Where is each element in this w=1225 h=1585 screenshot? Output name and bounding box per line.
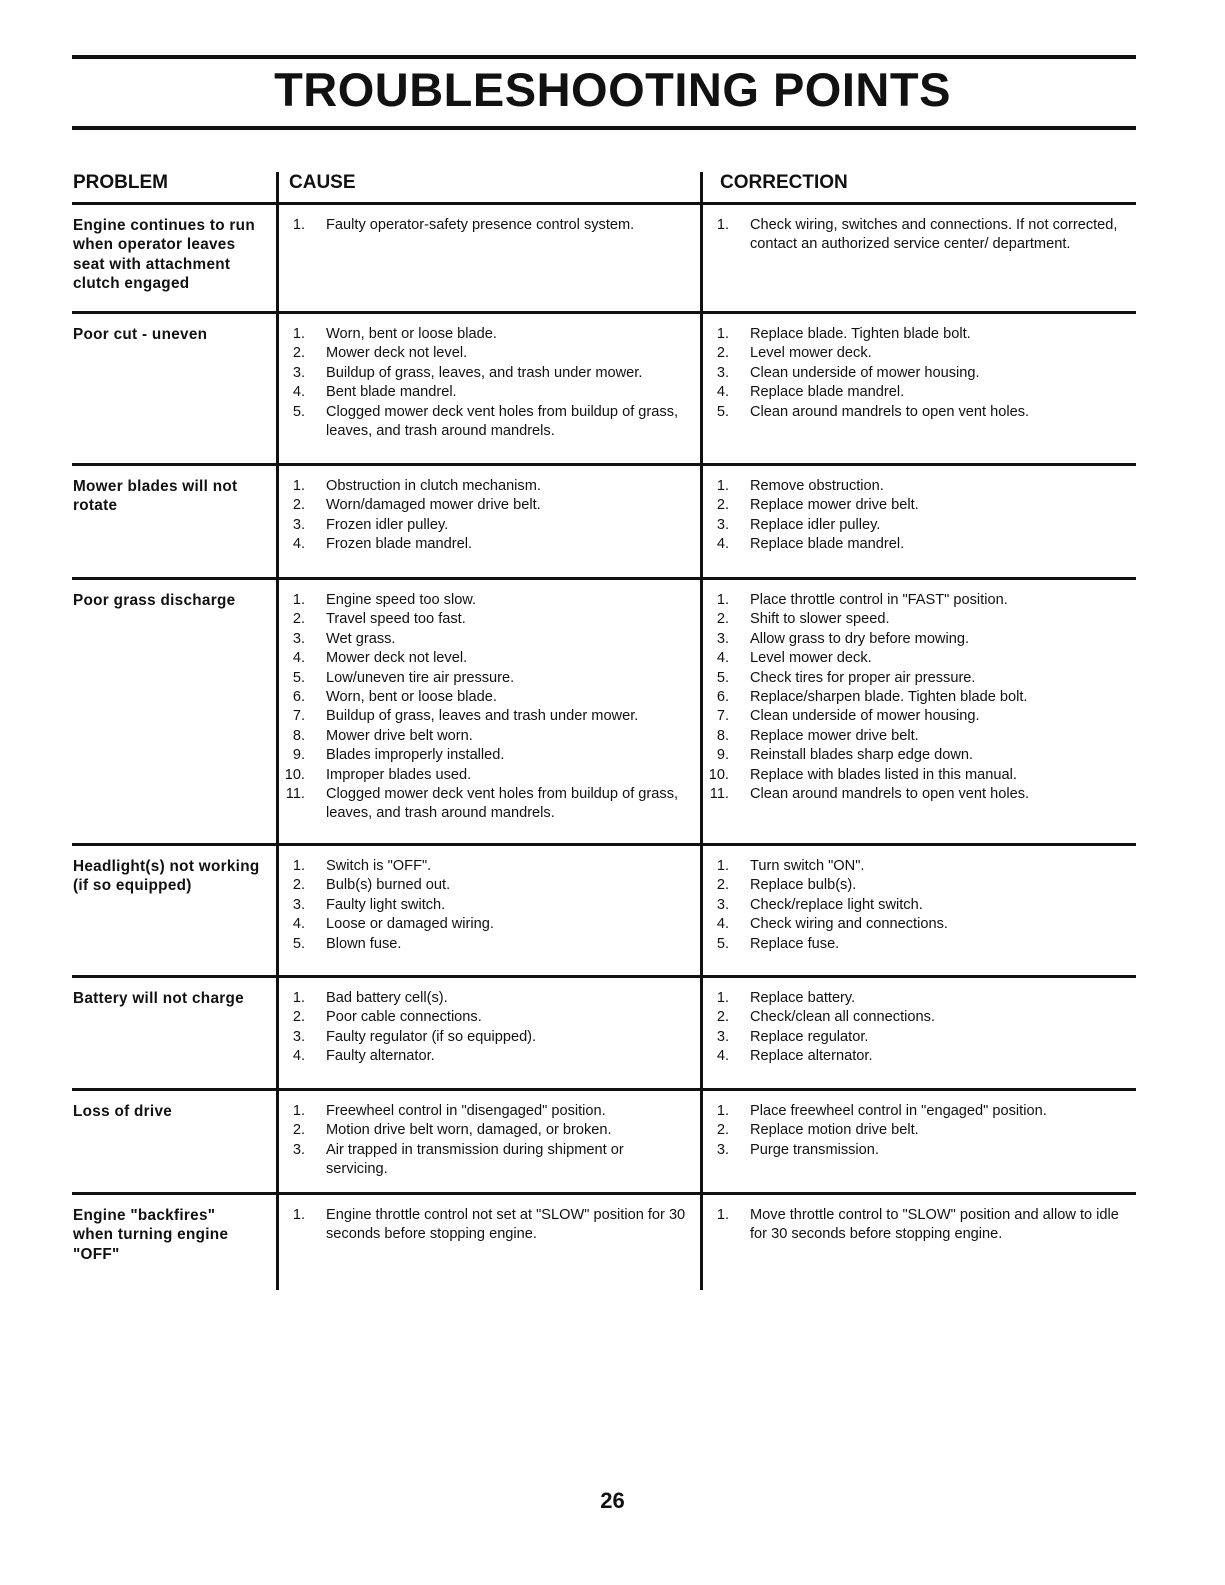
item-text: Check wiring and connections. (750, 916, 948, 933)
row-divider (72, 975, 1136, 978)
item-text: Travel speed too fast. (326, 611, 466, 628)
cause-item (278, 344, 688, 363)
correction-item (702, 785, 1122, 804)
cause-list (278, 325, 688, 441)
item-text: Check/replace light switch. (750, 896, 923, 913)
row-divider (72, 311, 1136, 314)
item-number: 9. (716, 747, 729, 764)
item-text: Mower deck not level. (326, 650, 468, 667)
item-text: Engine throttle control not set at "SLOW" position for 30 seconds before stopping engine. (326, 1207, 686, 1243)
item-text: Faulty regulator (if so equipped). (326, 1028, 537, 1045)
cause-list (278, 216, 688, 235)
item-text: Bent blade mandrel. (326, 384, 457, 401)
cause-item (278, 383, 688, 402)
title-bottom-rule (72, 126, 1136, 130)
problem-text: Headlight(s) not working (if so equipped) (73, 858, 260, 895)
item-number: 1. (292, 217, 305, 233)
column-divider-cause (276, 172, 279, 1290)
item-text: Replace bulb(s). (750, 877, 857, 894)
problem-text: Battery will not charge (73, 990, 244, 1007)
correction-item (702, 1047, 1122, 1066)
item-text: Replace motion drive belt. (750, 1122, 919, 1139)
item-text: Bulb(s) burned out. (326, 877, 451, 894)
item-number: 10. (708, 766, 729, 783)
cause-item (278, 591, 688, 610)
correction-item (702, 746, 1122, 765)
problem-text: Loss of drive (73, 1103, 173, 1120)
correction-item (702, 591, 1122, 610)
item-number: 1. (716, 858, 729, 874)
row-divider (72, 202, 1136, 205)
item-number: 1. (292, 478, 305, 494)
correction-item (702, 1206, 1122, 1245)
item-text: Low/uneven tire air pressure. (326, 669, 515, 686)
item-text: Buildup of grass, leaves and trash under mower. (326, 708, 639, 725)
item-number: 5. (292, 935, 305, 952)
item-number: 2. (292, 497, 305, 514)
correction-list (702, 325, 1122, 422)
item-number: 5. (292, 403, 305, 420)
item-text: Loose or damaged wiring. (326, 916, 494, 933)
correction-list (702, 857, 1122, 954)
problem-text: Poor grass discharge (73, 592, 236, 609)
item-text: Mower deck not level. (326, 345, 468, 362)
cause-item (278, 707, 688, 726)
item-text: Move throttle control to "SLOW" position and allow to idle for 30 seconds before stopping engine. (750, 1207, 1119, 1243)
cause-item (278, 727, 688, 746)
item-number: 4. (716, 384, 729, 401)
item-text: Allow grass to dry before mowing. (750, 630, 969, 647)
item-number: 3. (716, 516, 729, 533)
item-number: 8. (292, 727, 305, 744)
item-text: Frozen idler pulley. (326, 516, 449, 533)
item-text: Frozen blade mandrel. (326, 536, 473, 553)
item-text: Check wiring, switches and connections. If not corrected, contact an authorized service center/ department. (750, 217, 1118, 253)
item-number: 5. (716, 669, 729, 686)
header-problem: PROBLEM (73, 172, 168, 193)
item-text: Replace mower drive belt. (750, 497, 919, 514)
cause-list (278, 989, 688, 1067)
item-number: 7. (716, 708, 729, 725)
row-divider (72, 463, 1136, 466)
item-number: 6. (716, 689, 729, 706)
item-number: 3. (716, 896, 729, 913)
item-text: Obstruction in clutch mechanism. (326, 478, 541, 494)
item-text: Clean underside of mower housing. (750, 364, 980, 381)
row-divider (72, 1192, 1136, 1195)
correction-item (702, 1141, 1122, 1160)
item-number: 3. (716, 1028, 729, 1045)
item-number: 11. (285, 786, 305, 803)
item-text: Replace/sharpen blade. Tighten blade bolt. (750, 689, 1028, 706)
cause-list (278, 477, 688, 555)
item-number: 1. (716, 990, 729, 1006)
item-number: 1. (716, 592, 729, 608)
item-text: Replace idler pulley. (750, 516, 881, 533)
problem-text: Mower blades will not rotate (73, 478, 238, 515)
correction-item (702, 1028, 1122, 1047)
item-text: Place freewheel control in "engaged" position. (750, 1103, 1047, 1119)
correction-item (702, 915, 1122, 934)
item-number: 3. (292, 364, 305, 381)
cause-item (278, 935, 688, 954)
correction-list (702, 989, 1122, 1067)
item-text: Replace mower drive belt. (750, 727, 919, 744)
cause-item (278, 1141, 688, 1180)
page-number: 26 (600, 1488, 625, 1513)
item-number: 4. (292, 916, 305, 933)
cause-item (278, 785, 688, 824)
correction-item (702, 477, 1122, 496)
item-text: Worn/damaged mower drive belt. (326, 497, 541, 514)
item-number: 1. (292, 990, 305, 1006)
item-number: 2. (292, 877, 305, 894)
item-number: 3. (292, 516, 305, 533)
item-text: Buildup of grass, leaves, and trash under mower. (326, 364, 643, 381)
item-text: Clogged mower deck vent holes from buildup of grass, leaves, and trash around mandrels. (326, 403, 679, 440)
correction-list (702, 1102, 1122, 1160)
cause-item (278, 1047, 688, 1066)
item-number: 2. (716, 877, 729, 894)
correction-item (702, 876, 1122, 895)
item-number: 1. (716, 478, 729, 494)
item-text: Replace battery. (750, 990, 856, 1006)
cause-item (278, 746, 688, 765)
item-text: Freewheel control in "disengaged" position. (326, 1103, 606, 1119)
header-cause: CAUSE (289, 172, 356, 193)
cause-item (278, 403, 688, 442)
item-text: Clean underside of mower housing. (750, 708, 980, 725)
item-number: 2. (292, 345, 305, 362)
item-number: 2. (716, 497, 729, 514)
item-text: Faulty operator-safety presence control system. (326, 217, 635, 233)
correction-item (702, 403, 1122, 422)
row-divider (72, 843, 1136, 846)
item-number: 3. (716, 630, 729, 647)
cause-item (278, 496, 688, 515)
item-number: 1. (292, 326, 305, 342)
item-text: Clean around mandrels to open vent holes. (750, 786, 1030, 803)
cause-item (278, 989, 688, 1008)
correction-item (702, 344, 1122, 363)
item-text: Replace blade. Tighten blade bolt. (750, 326, 971, 342)
item-text: Purge transmission. (750, 1141, 879, 1158)
correction-item (702, 707, 1122, 726)
cause-item (278, 1102, 688, 1121)
row-divider (72, 1088, 1136, 1091)
cause-item (278, 477, 688, 496)
cause-item (278, 896, 688, 915)
item-number: 1. (292, 592, 305, 608)
correction-item (702, 610, 1122, 629)
cause-item (278, 1008, 688, 1027)
item-number: 6. (292, 689, 305, 706)
item-number: 2. (716, 1122, 729, 1139)
cause-list (278, 857, 688, 954)
item-text: Clean around mandrels to open vent holes. (750, 403, 1030, 420)
cause-list (278, 591, 688, 824)
correction-item (702, 688, 1122, 707)
header-correction: CORRECTION (720, 172, 848, 193)
item-number: 4. (716, 1048, 729, 1065)
cause-item (278, 1028, 688, 1047)
item-text: Check tires for proper air pressure. (750, 669, 976, 686)
item-number: 1. (716, 217, 729, 233)
item-number: 1. (716, 1103, 729, 1119)
cause-item (278, 216, 688, 235)
item-text: Motion drive belt worn, damaged, or broken. (326, 1122, 612, 1139)
cause-item (278, 649, 688, 668)
item-text: Reinstall blades sharp edge down. (750, 747, 974, 764)
top-rule (72, 55, 1136, 59)
correction-item (702, 727, 1122, 746)
item-text: Switch is "OFF". (326, 858, 432, 874)
problem-text: Engine continues to run when operator leaves seat with attachment clutch engaged (73, 217, 255, 293)
item-number: 2. (716, 345, 729, 362)
item-number: 3. (292, 1028, 305, 1045)
item-text: Poor cable connections. (326, 1009, 482, 1026)
page-title: TROUBLESHOOTING POINTS (274, 63, 951, 116)
correction-item (702, 857, 1122, 876)
correction-list (702, 1206, 1122, 1245)
cause-item (278, 876, 688, 895)
item-number: 3. (292, 896, 305, 913)
item-number: 8. (716, 727, 729, 744)
item-number: 11. (709, 786, 729, 803)
correction-item (702, 364, 1122, 383)
item-number: 2. (716, 611, 729, 628)
item-text: Faulty light switch. (326, 896, 446, 913)
item-number: 4. (716, 536, 729, 553)
cause-item (278, 630, 688, 649)
item-text: Place throttle control in "FAST" position. (750, 592, 1008, 608)
item-text: Replace with blades listed in this manual. (750, 766, 1017, 783)
item-number: 3. (292, 1141, 305, 1158)
cause-list (278, 1206, 688, 1245)
cause-item (278, 364, 688, 383)
column-divider-correction (700, 172, 703, 1290)
item-text: Replace regulator. (750, 1028, 869, 1045)
cause-item (278, 610, 688, 629)
item-number: 2. (292, 1122, 305, 1139)
item-number: 4. (292, 650, 305, 667)
item-number: 3. (716, 1141, 729, 1158)
item-number: 5. (716, 935, 729, 952)
cause-item (278, 915, 688, 934)
correction-item (702, 383, 1122, 402)
correction-item (702, 516, 1122, 535)
correction-item (702, 496, 1122, 515)
cause-item (278, 325, 688, 344)
correction-item (702, 630, 1122, 649)
correction-item (702, 989, 1122, 1008)
item-number: 7. (292, 708, 305, 725)
cause-item (278, 516, 688, 535)
cause-item (278, 669, 688, 688)
item-number: 2. (292, 611, 305, 628)
correction-item (702, 935, 1122, 954)
correction-item (702, 1008, 1122, 1027)
cause-item (278, 1206, 688, 1245)
correction-item (702, 1121, 1122, 1140)
item-number: 1. (292, 1207, 305, 1223)
item-text: Mower drive belt worn. (326, 727, 473, 744)
correction-list (702, 477, 1122, 555)
correction-item (702, 216, 1122, 255)
item-text: Remove obstruction. (750, 478, 884, 494)
row-divider (72, 577, 1136, 580)
item-text: Engine speed too slow. (326, 592, 477, 608)
item-text: Replace alternator. (750, 1048, 873, 1065)
cause-item (278, 535, 688, 554)
correction-item (702, 669, 1122, 688)
item-text: Shift to slower speed. (750, 611, 890, 628)
cause-list (278, 1102, 688, 1180)
item-number: 4. (716, 916, 729, 933)
item-text: Worn, bent or loose blade. (326, 689, 497, 706)
item-number: 1. (716, 326, 729, 342)
problem-text: Engine "backfires" when turning engine "OFF" (73, 1207, 229, 1263)
item-text: Wet grass. (326, 630, 396, 647)
cause-item (278, 688, 688, 707)
item-number: 4. (292, 1048, 305, 1065)
item-text: Check/clean all connections. (750, 1009, 935, 1026)
cause-item (278, 1121, 688, 1140)
item-number: 1. (292, 858, 305, 874)
correction-item (702, 325, 1122, 344)
item-text: Replace blade mandrel. (750, 384, 905, 401)
item-text: Faulty alternator. (326, 1048, 435, 1065)
table-header (0, 170, 1225, 206)
item-number: 4. (716, 650, 729, 667)
cause-item (278, 857, 688, 876)
correction-list (702, 591, 1122, 804)
problem-text: Poor cut - uneven (73, 326, 208, 343)
item-number: 5. (716, 403, 729, 420)
cause-item (278, 766, 688, 785)
correction-list (702, 216, 1122, 255)
item-number: 9. (292, 747, 305, 764)
item-number: 4. (292, 384, 305, 401)
correction-item (702, 766, 1122, 785)
item-text: Turn switch "ON". (750, 858, 865, 874)
item-text: Level mower deck. (750, 345, 872, 362)
item-text: Worn, bent or loose blade. (326, 326, 497, 342)
item-number: 4. (292, 536, 305, 553)
item-number: 1. (716, 1207, 729, 1223)
item-text: Clogged mower deck vent holes from buildup of grass, leaves, and trash around mandrels. (326, 786, 679, 822)
item-text: Blown fuse. (326, 935, 402, 952)
item-text: Level mower deck. (750, 650, 872, 667)
item-text: Bad battery cell(s). (326, 990, 448, 1006)
correction-item (702, 535, 1122, 554)
item-number: 5. (292, 669, 305, 686)
correction-item (702, 896, 1122, 915)
item-text: Blades improperly installed. (326, 747, 505, 764)
item-text: Replace fuse. (750, 935, 840, 952)
correction-item (702, 649, 1122, 668)
item-number: 2. (716, 1009, 729, 1026)
item-number: 2. (292, 1009, 305, 1026)
item-number: 3. (716, 364, 729, 381)
item-text: Air trapped in transmission during shipment or servicing. (326, 1141, 624, 1178)
item-text: Improper blades used. (326, 766, 472, 783)
item-text: Replace blade mandrel. (750, 536, 905, 553)
item-number: 1. (292, 1103, 305, 1119)
item-number: 3. (292, 630, 305, 647)
item-number: 10. (284, 766, 305, 783)
correction-item (702, 1102, 1122, 1121)
